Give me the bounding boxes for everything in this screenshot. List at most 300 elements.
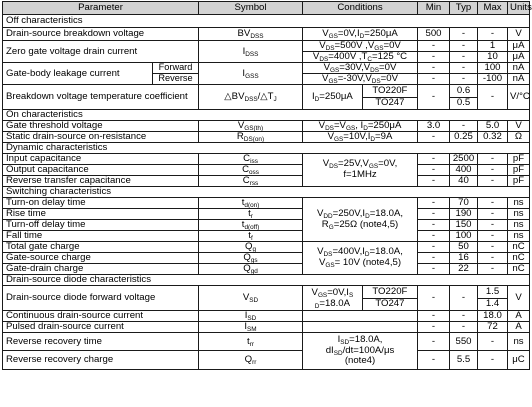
cond-text: V (319, 40, 326, 52)
max-qrr: - (478, 351, 508, 370)
section-row-diode (3, 275, 530, 286)
cond-text: , I (355, 120, 364, 132)
param-is: Continuous drain-source current (3, 311, 199, 322)
symbol-sub: gs (250, 257, 258, 265)
cond-sub: GS (330, 67, 340, 75)
cond-text: =0V,I (327, 286, 349, 298)
max-vsd-1: 1.5 (478, 286, 508, 299)
cond-text: =500V ,V (334, 40, 375, 52)
min-idss-2: - (418, 52, 450, 63)
param-idss: Zero gate voltage drain current (3, 41, 199, 63)
max-tdon: - (478, 198, 508, 209)
symbol-text: Q (243, 263, 251, 275)
package-to247: TO247 (375, 298, 405, 310)
symbol-qg (199, 242, 303, 253)
label-forward: Forward (153, 63, 199, 74)
symbol-sub: f (250, 235, 253, 243)
cond-text: =250μA (367, 120, 402, 132)
section-row-switching (3, 187, 530, 198)
max-vsd-2: 1.4 (478, 298, 508, 311)
cond-idss-2 (303, 52, 418, 63)
unit-bv-temp-coef: V/°C (508, 85, 530, 110)
cond-text: =V (333, 120, 346, 132)
unit-igss-2: nA (508, 74, 530, 85)
symbol-text: I (242, 67, 246, 79)
symbol-sub: d(off) (244, 224, 260, 232)
section-title-off: Off characteristics (3, 15, 530, 28)
table-row (3, 311, 530, 322)
unit-tdoff: ns (508, 220, 530, 231)
symbol-sub: SM (247, 326, 257, 334)
cond-sub: G (328, 223, 334, 231)
cond-dynamic (303, 154, 418, 187)
cond-bv-temp-coef-main (303, 85, 362, 109)
symbol-sub: rr (249, 340, 254, 348)
typ-idss-1: - (450, 41, 478, 52)
cond-text: =250μA (319, 91, 353, 103)
cond-sub: GS (325, 262, 335, 269)
min-ism: - (418, 322, 450, 333)
max-crss: - (478, 176, 508, 187)
unit-crss: pF (508, 176, 530, 187)
min-coss: - (418, 165, 450, 176)
header-symbol: Symbol (199, 2, 303, 15)
cond-gate-charge (303, 242, 418, 275)
min-trr: - (418, 333, 450, 351)
section-title-diode: Drain-source diode characteristics (3, 275, 530, 286)
unit-idss-1: μA (508, 41, 530, 52)
table-row (3, 165, 530, 176)
typ-vsd: - (450, 286, 478, 311)
param-bvdss: Drain-source breakdown voltage (3, 28, 199, 41)
typ-ism: - (450, 322, 478, 333)
min-qg: - (418, 242, 450, 253)
unit-tr: ns (508, 209, 530, 220)
symbol-sub: rss (249, 180, 259, 188)
cond-text: =18.0A, (369, 207, 404, 219)
symbol-text: Q (243, 252, 251, 264)
max-qgs: - (478, 253, 508, 264)
typ-coss: 400 (450, 165, 478, 176)
param-igss: Gate-body leakage current (3, 63, 153, 85)
max-rdson: 0.32 (478, 132, 508, 143)
param-ciss: Input capacitance (3, 154, 199, 165)
cond-vgsth (303, 121, 418, 132)
table-row (3, 322, 530, 333)
typ-idss-2: - (450, 52, 478, 63)
min-qgd: - (418, 264, 450, 275)
symbol-sub: DSS (244, 96, 258, 104)
symbol-text: /△T (257, 91, 274, 103)
cond-text: =18.0A (319, 298, 351, 309)
min-tdoff: - (418, 220, 450, 231)
cond-sub: D (359, 33, 365, 41)
header-units: Units (508, 2, 530, 15)
unit-is: A (508, 311, 530, 322)
cond-text: =-30V,V (337, 73, 372, 85)
cond-text: V (317, 246, 324, 258)
unit-tf: ns (508, 231, 530, 242)
cond-text: =30V,V (339, 62, 371, 74)
max-tr: - (478, 209, 508, 220)
symbol-trr (199, 333, 303, 351)
min-ciss: - (418, 154, 450, 165)
cond-ism (303, 322, 418, 333)
symbol-igss (199, 63, 303, 85)
symbol-text: Q (244, 354, 253, 366)
min-qgs: - (418, 253, 450, 264)
symbol-text: V (242, 292, 250, 304)
min-tr: - (418, 209, 450, 220)
symbol-text: I (244, 321, 248, 333)
min-bv-temp-coef: - (418, 85, 450, 110)
cond-sub: D (370, 136, 376, 144)
cond-text: V (311, 286, 318, 298)
header-typ: Typ (450, 2, 478, 15)
cond-sub: DS (323, 251, 333, 259)
table-row (3, 242, 530, 253)
package-to247: TO247 (375, 97, 405, 109)
max-idss-1: 1 (478, 41, 508, 52)
table-row (3, 132, 530, 143)
max-igss-1: 100 (478, 63, 508, 74)
symbol-tf (199, 231, 303, 242)
symbol-text: I (244, 310, 248, 322)
param-qgs: Gate-source charge (3, 253, 199, 264)
param-tdon: Turn-on delay time (3, 198, 199, 209)
cond-text: V (322, 73, 329, 85)
cond-sub: GS (334, 136, 344, 144)
typ-tdoff: 150 (450, 220, 478, 231)
cond-text: = 10V (note4,5) (334, 257, 402, 268)
cond-text: f=1MHz (343, 169, 377, 180)
cond-text: V (318, 257, 326, 268)
symbol-sub: J (273, 96, 277, 104)
symbol-tdon (199, 198, 303, 209)
cond-is (303, 311, 418, 322)
cond-text: =250V,I (332, 207, 366, 219)
table-row (3, 154, 530, 165)
cond-sub: D (314, 303, 320, 310)
cond-split (303, 85, 417, 109)
symbol-coss (199, 165, 303, 176)
typ-tf: 100 (450, 231, 478, 242)
param-tdoff: Turn-off delay time (3, 220, 199, 231)
typ-bv-temp-coef-1: 0.6 (450, 85, 478, 98)
symbol-text: Q (245, 241, 253, 253)
cond-text: =0V, (378, 158, 398, 170)
symbol-text: BV (237, 28, 251, 40)
symbol-text: V (237, 120, 245, 132)
section-title-switching: Switching characteristics (3, 187, 530, 198)
symbol-sub: gd (250, 268, 258, 276)
cond-idss-1 (303, 41, 418, 52)
cond-sub: DS (325, 45, 335, 53)
table-row (3, 264, 530, 275)
typ-qrr: 5.5 (450, 351, 478, 370)
max-ciss: - (478, 154, 508, 165)
cond-bv-temp-coef (303, 85, 418, 110)
symbol-vgsth (199, 121, 303, 132)
min-vgsth: 3.0 (418, 121, 450, 132)
typ-qgd: 22 (450, 264, 478, 275)
min-tf: - (418, 231, 450, 242)
symbol-sub: DS(on) (243, 136, 265, 144)
min-igss-1: - (418, 63, 450, 74)
cond-vsd-main (303, 286, 362, 310)
param-rdson: Static drain-source on-resistance (3, 132, 199, 143)
cond-text: =25V,V (338, 158, 369, 170)
cond-sub: DS (329, 163, 339, 171)
cond-reverse-recovery (303, 333, 418, 370)
symbol-sub: rr (252, 359, 257, 367)
table-row (3, 333, 530, 351)
max-bv-temp-coef: - (478, 85, 508, 110)
max-coss: - (478, 165, 508, 176)
cond-text: V (322, 158, 330, 170)
typ-igss-1: - (450, 63, 478, 74)
table-row (3, 63, 530, 74)
section-title-on: On characteristics (3, 110, 530, 121)
cond-igss-1 (303, 63, 418, 74)
cond-text: =18.0A, (349, 333, 383, 345)
table-row (3, 198, 530, 209)
max-is: 18.0 (478, 311, 508, 322)
symbol-qrr (199, 351, 303, 370)
unit-qgs: nC (508, 253, 530, 264)
symbol-text: C (242, 164, 249, 176)
table-row (3, 231, 530, 242)
cond-text: =0V (380, 73, 398, 85)
param-vgsth: Gate threshold voltage (3, 121, 199, 132)
unit-ciss: pF (508, 154, 530, 165)
cond-sub: DS (325, 125, 334, 133)
table-row (3, 220, 530, 231)
typ-qgs: 16 (450, 253, 478, 264)
typ-trr: 550 (450, 333, 478, 351)
max-idss-2: 10 (478, 52, 508, 63)
symbol-qgs (199, 253, 303, 264)
param-tr: Rise time (3, 209, 199, 220)
cond-text: I (311, 91, 315, 103)
unit-idss-2: μA (508, 52, 530, 63)
symbol-sub: g (252, 246, 257, 254)
cond-sub: GS (317, 291, 328, 299)
max-tdoff: - (478, 220, 508, 231)
cond-text: I (337, 333, 341, 345)
param-ism: Pulsed drain-source current (3, 322, 199, 333)
symbol-sub: SD (247, 315, 257, 323)
cond-sub: GS (328, 78, 338, 86)
header-conditions: Conditions (303, 2, 418, 15)
cond-sub: GS (368, 163, 379, 171)
typ-qg: 50 (450, 242, 478, 253)
cond-sub: DS (371, 78, 381, 86)
symbol-sub: DSS (250, 33, 264, 41)
section-row-off (3, 15, 530, 28)
cond-text: dI (325, 344, 334, 356)
cond-sub: GS (374, 45, 384, 53)
label-reverse: Reverse (153, 74, 199, 85)
cond-sub: SD (340, 338, 350, 346)
table-row (3, 85, 530, 98)
cond-sub: DD (323, 212, 333, 220)
typ-bv-temp-coef-2: 0.5 (450, 97, 478, 110)
typ-rdson: 0.25 (450, 132, 478, 143)
min-is: - (418, 311, 450, 322)
cond-text: =400V,I (332, 246, 365, 258)
table-row (3, 121, 530, 132)
header-min: Min (418, 2, 450, 15)
unit-qg: nC (508, 242, 530, 253)
cond-rdson (303, 132, 418, 143)
symbol-is (199, 311, 303, 322)
max-vgsth: 5.0 (478, 121, 508, 132)
cond-sub: DS (370, 67, 380, 75)
symbol-idss (199, 41, 303, 63)
symbol-qgd (199, 264, 303, 275)
cond-text: =18.0A, (369, 246, 403, 258)
header-max: Max (478, 2, 508, 15)
cond-text: =25Ω (note4,5) (333, 218, 399, 230)
table-row (3, 41, 530, 52)
symbol-rdson (199, 132, 303, 143)
table-header-row (3, 2, 530, 15)
unit-rdson: Ω (508, 132, 530, 143)
electrical-characteristics-table (2, 1, 530, 370)
max-tf: - (478, 231, 508, 242)
unit-igss-1: nA (508, 63, 530, 74)
typ-is: - (450, 311, 478, 322)
cond-text: V (318, 120, 326, 132)
cond-sub: SD (333, 349, 343, 357)
symbol-ciss (199, 154, 303, 165)
param-tf: Fall time (3, 231, 199, 242)
symbol-sub: iss (250, 158, 258, 166)
section-row-on (3, 110, 530, 121)
symbol-text: t (241, 197, 245, 209)
min-crss: - (418, 176, 450, 187)
symbol-ism (199, 322, 303, 333)
cond-text: =9A (375, 131, 393, 143)
min-rdson: - (418, 132, 450, 143)
table-row (3, 176, 530, 187)
table-row (3, 286, 530, 299)
cond-text: =400V ,T (328, 51, 368, 63)
header-parameter: Parameter (3, 2, 199, 15)
cond-sub: GS (328, 33, 338, 41)
max-bvdss: - (478, 28, 508, 41)
cond-text: V (327, 131, 335, 143)
typ-igss-2: - (450, 74, 478, 85)
symbol-text: C (243, 153, 251, 165)
cond-text: =0V (379, 62, 397, 74)
unit-qgd: nC (508, 264, 530, 275)
symbol-text: t (247, 335, 250, 347)
param-qrr: Reverse recovery charge (3, 351, 199, 370)
cond-text: V (316, 207, 324, 219)
cond-split (303, 286, 417, 310)
symbol-tr (199, 209, 303, 220)
max-igss-2: -100 (478, 74, 508, 85)
symbol-sub: oss (249, 169, 259, 177)
package-to220f: TO220F (362, 85, 417, 97)
package-to220f: TO220F (362, 286, 417, 298)
cond-sub: D (314, 96, 320, 104)
table-row (3, 253, 530, 264)
unit-bvdss: V (508, 28, 530, 41)
param-vsd: Drain-source diode forward voltage (3, 286, 199, 311)
typ-vgsth: - (450, 121, 478, 132)
symbol-sub: SD (249, 297, 259, 305)
cond-sub: S (348, 291, 354, 299)
cond-sub: D (363, 125, 368, 133)
unit-qrr: μC (508, 351, 530, 370)
section-title-dynamic: Dynamic characteristics (3, 143, 530, 154)
param-coss: Output capacitance (3, 165, 199, 176)
symbol-sub: GS(th) (244, 125, 264, 133)
symbol-bv-temp-coef (199, 85, 303, 110)
symbol-text: C (242, 175, 250, 187)
cond-text: /dt=100A/μs (342, 344, 395, 356)
cond-text: (note4) (344, 355, 376, 367)
symbol-text: △BV (224, 91, 245, 103)
cond-igss-2 (303, 74, 418, 85)
spec-table-container (2, 1, 532, 406)
cond-text: V (323, 62, 331, 74)
max-qg: - (478, 242, 508, 253)
table-row (3, 351, 530, 370)
cond-sub: GS (345, 125, 356, 133)
unit-trr: ns (508, 333, 530, 351)
cond-sub: D (364, 251, 370, 259)
cond-text: =0V,I (337, 28, 360, 40)
unit-ism: A (508, 322, 530, 333)
cond-text: =10V,I (343, 131, 371, 143)
param-crss: Reverse transfer capacitance (3, 176, 199, 187)
cond-text: V (312, 51, 320, 63)
param-qgd: Gate-drain charge (3, 264, 199, 275)
table-row (3, 28, 530, 41)
symbol-text: R (236, 131, 244, 143)
max-qgd: - (478, 264, 508, 275)
symbol-text: t (241, 219, 245, 231)
typ-crss: 40 (450, 176, 478, 187)
symbol-bvdss (199, 28, 303, 41)
min-qrr: - (418, 351, 450, 370)
symbol-text: I (242, 45, 246, 57)
unit-vgsth: V (508, 121, 530, 132)
max-ism: 72 (478, 322, 508, 333)
table-row (3, 209, 530, 220)
symbol-text: t (248, 208, 251, 220)
cond-text: =125 °C (372, 51, 408, 63)
cond-text: V (322, 28, 329, 40)
max-trr: - (478, 333, 508, 351)
typ-bvdss: - (450, 28, 478, 41)
unit-coss: pF (508, 165, 530, 176)
param-qg: Total gate charge (3, 242, 199, 253)
typ-ciss: 2500 (450, 154, 478, 165)
typ-tr: 190 (450, 209, 478, 220)
min-idss-1: - (418, 41, 450, 52)
min-igss-2: - (418, 74, 450, 85)
cond-text: =250μA (364, 28, 398, 40)
symbol-sub: r (250, 213, 253, 221)
unit-tdon: ns (508, 198, 530, 209)
symbol-crss (199, 176, 303, 187)
cond-sub: DS (319, 56, 329, 64)
